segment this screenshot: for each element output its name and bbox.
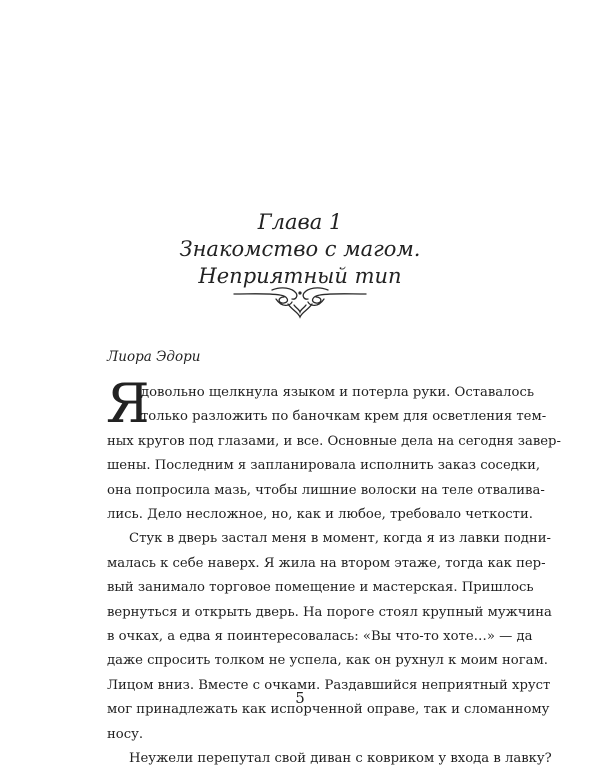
text-line: мог принадлежать как испорченной оправе, так и сломанному bbox=[107, 702, 550, 718]
text-line: носу. bbox=[107, 726, 144, 742]
chapter-title-line-2: Неприятный тип bbox=[198, 264, 402, 288]
text-line: шены. Последним я запланировала исполнить заказ соседки, bbox=[107, 458, 541, 474]
text-line: ных кругов под глазами, и все. Основные дела на сегодня завер- bbox=[107, 433, 561, 449]
page-number: 5 bbox=[295, 689, 305, 707]
text-line: малась к себе наверх. Я жила на втором этаже, тогда как пер- bbox=[107, 555, 546, 571]
text-line: вернуться и открыть дверь. На пороге стоял крупный мужчина bbox=[107, 604, 552, 620]
chapter-heading bbox=[0, 209, 600, 290]
text-line: довольно щелкнула языком и потерла руки. Оставалось bbox=[141, 385, 535, 400]
text-line: лись. Дело несложное, но, как и любое, требовало четкости. bbox=[107, 507, 533, 523]
text-line: Неужели перепутал свой диван с ковриком у входа в лавку? bbox=[129, 751, 552, 767]
text-line: Стук в дверь застал меня в момент, когда я из лавки подни- bbox=[129, 531, 551, 547]
text-line: только разложить по баночкам крем для осветления тем- bbox=[141, 409, 547, 425]
text-line: вый занимало торговое помещение и мастерская. Пришлось bbox=[107, 580, 534, 596]
chapter-number: Глава 1 bbox=[257, 210, 343, 234]
text-line: она попросила мазь, чтобы лишние волоски на теле отвалива- bbox=[107, 482, 545, 498]
flourish-ornament-icon bbox=[232, 284, 368, 320]
text-line: в очках, а едва я поинтересовалась: «Вы что-то хоте…» — да bbox=[107, 629, 533, 645]
body-text bbox=[107, 381, 561, 772]
author-name: Лиора Эдори bbox=[107, 349, 201, 365]
drop-cap: Я bbox=[106, 372, 150, 435]
chapter-title-line-1: Знакомство с магом. bbox=[179, 237, 421, 261]
text-line: Лицом вниз. Вместе с очками. Раздавшийся неприятный хруст bbox=[107, 677, 551, 693]
text-line: даже спросить толком не успела, как он рухнул к моим ногам. bbox=[107, 653, 548, 669]
